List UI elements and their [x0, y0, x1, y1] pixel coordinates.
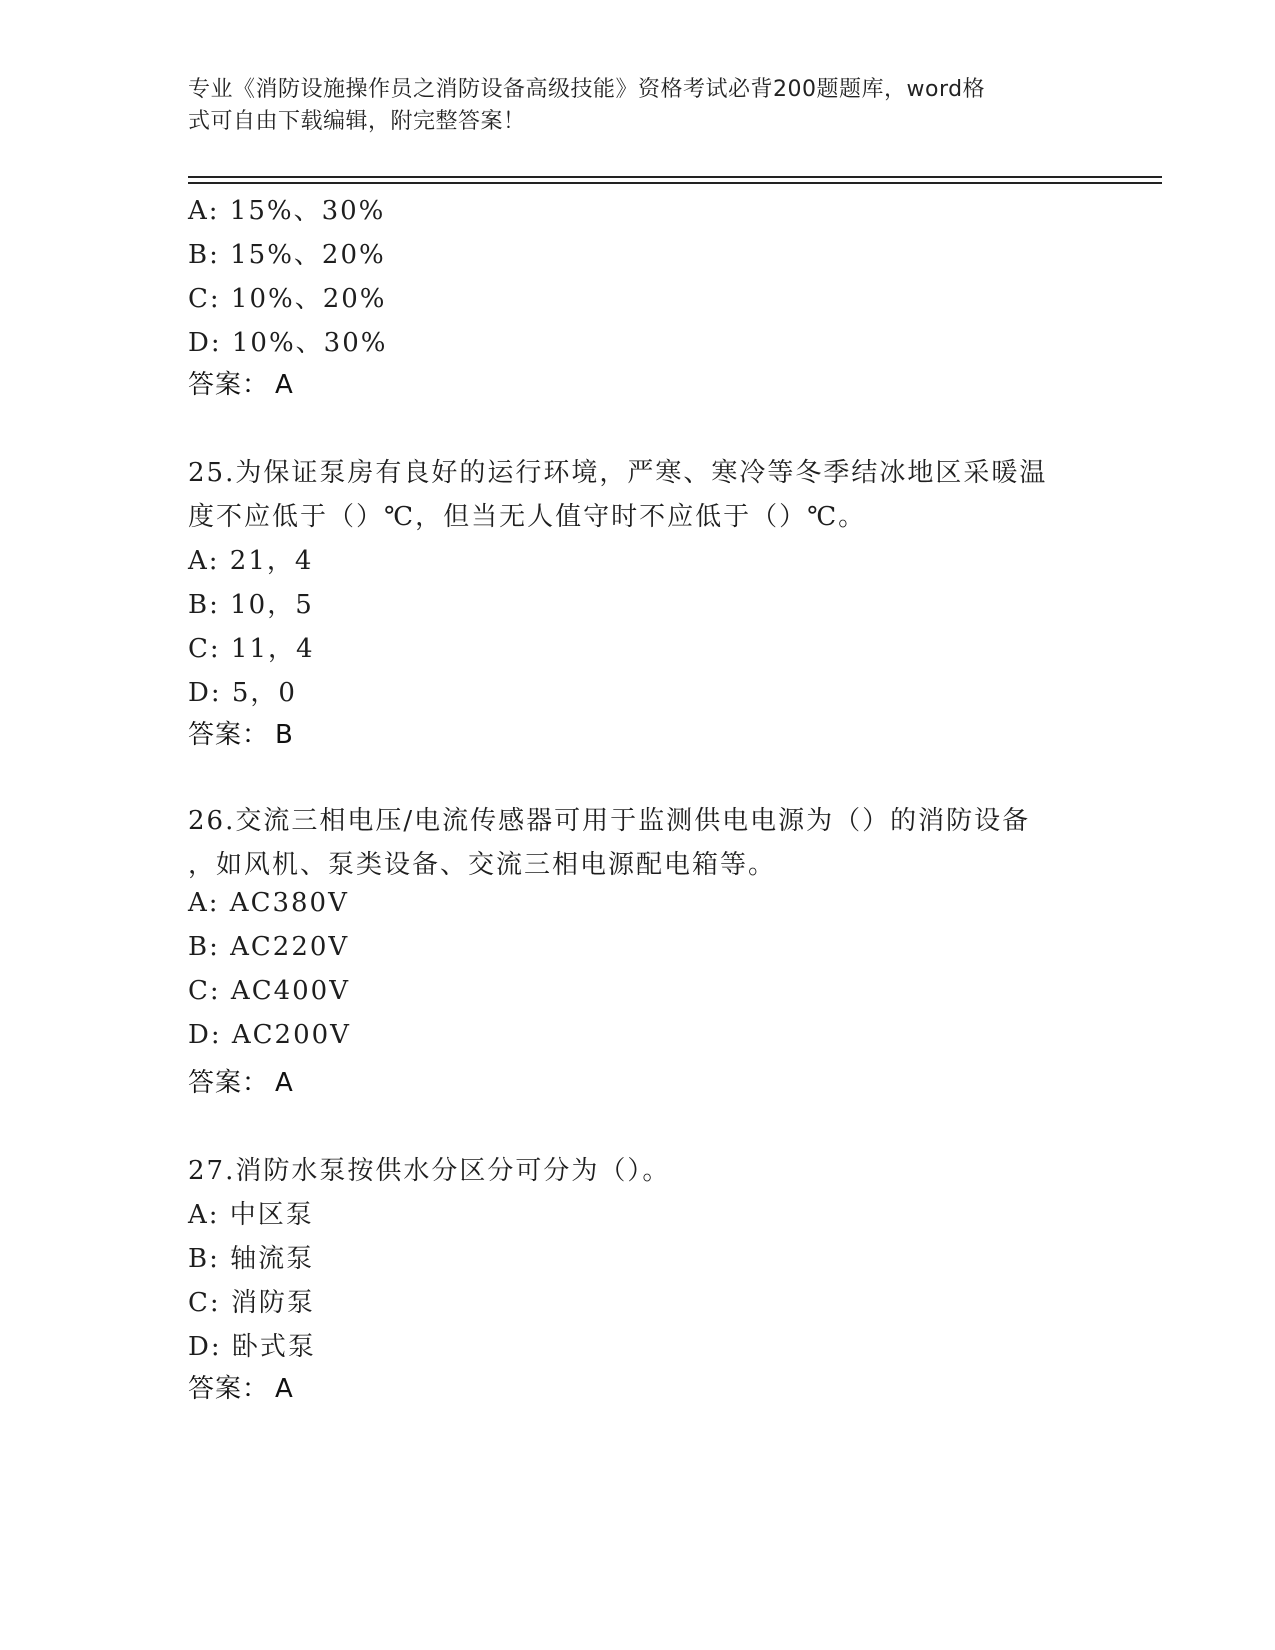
- option-a: A: 中区泵: [188, 1200, 314, 1230]
- answer-value: B: [275, 720, 294, 750]
- answer-label: 答案：: [188, 720, 270, 750]
- answer-label: 答案：: [188, 1374, 270, 1404]
- document-header: [188, 74, 1068, 138]
- option-b: B: 15%、20%: [188, 240, 386, 270]
- header-rule-bottom: [188, 182, 1162, 184]
- header-line-2: 式可自由下载编辑，附完整答案！: [188, 109, 526, 134]
- option-a: A: AC380V: [188, 888, 349, 918]
- option-a: A: 15%、30%: [188, 196, 386, 226]
- option-c: C: 10%、20%: [188, 284, 387, 314]
- answer-value: A: [275, 370, 294, 400]
- answer-label: 答案：: [188, 1068, 270, 1098]
- answer-line: [188, 1062, 294, 1099]
- question-stem-line-1: 26.交流三相电压/电流传感器可用于监测供电电源为（）的消防设备: [188, 806, 1031, 836]
- question-stem-line-2: 度不应低于（）℃，但当无人值守时不应低于（）℃。: [188, 502, 867, 532]
- header-rule-top: [188, 176, 1162, 178]
- option-d: D: 卧式泵: [188, 1332, 316, 1362]
- question-stem-line-1: 27.消防水泵按供水分区分可分为（）。: [188, 1156, 671, 1186]
- answer-value: A: [275, 1068, 294, 1098]
- answer-value: A: [275, 1374, 294, 1404]
- option-b: B: 轴流泵: [188, 1244, 315, 1274]
- answer-label: 答案：: [188, 370, 270, 400]
- option-b: B: 10，5: [188, 590, 314, 620]
- option-d: D: AC200V: [188, 1020, 351, 1050]
- question-stem-line-2: ，如风机、泵类设备、交流三相电源配电箱等。: [188, 850, 777, 880]
- option-b: B: AC220V: [188, 932, 350, 962]
- header-line-1: 专业《消防设施操作员之消防设备高级技能》资格考试必背200题题库，word格: [188, 77, 986, 102]
- question-stem-line-1: 25.为保证泵房有良好的运行环境，严寒、寒冷等冬季结冰地区采暖温: [188, 458, 1048, 488]
- option-c: C: 11，4: [188, 634, 315, 664]
- answer-line: [188, 1368, 294, 1405]
- option-c: C: AC400V: [188, 976, 350, 1006]
- option-d: D: 10%、30%: [188, 328, 388, 358]
- option-d: D: 5，0: [188, 678, 297, 708]
- option-c: C: 消防泵: [188, 1288, 315, 1318]
- answer-line: [188, 714, 294, 751]
- option-a: A: 21，4: [188, 546, 314, 576]
- answer-line: [188, 364, 294, 401]
